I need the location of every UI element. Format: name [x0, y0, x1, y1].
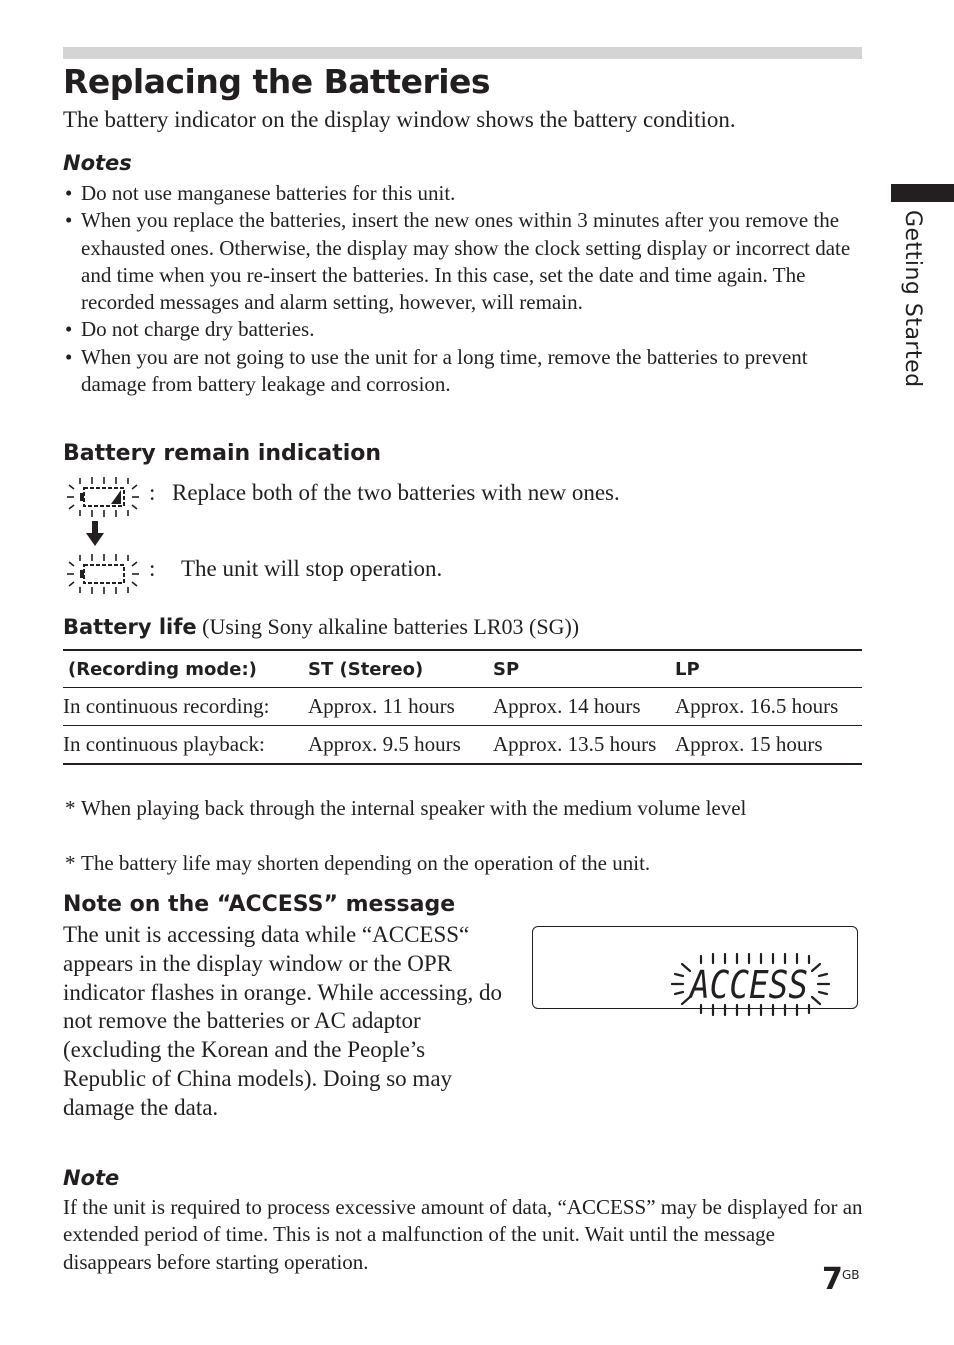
column-header: ST (Stereo)	[308, 650, 493, 688]
battery-low-text: Replace both of the two batteries with new ones.	[172, 480, 620, 505]
page-suffix: GB	[842, 1268, 860, 1282]
battery-life-subtitle: (Using Sony alkaline batteries LR03 (SG))	[202, 614, 580, 639]
footnote	[63, 850, 881, 877]
column-header: SP	[493, 650, 675, 688]
note-item	[63, 344, 863, 399]
indicator-separator: :	[149, 480, 156, 505]
note-item	[63, 207, 863, 316]
footnote-text: When playing back through the internal speaker with the medium volume level	[81, 796, 747, 820]
section-tab-label: Getting Started	[900, 210, 925, 388]
footnote-mark: *	[65, 796, 76, 820]
lcd-access-text: ACCESS	[688, 963, 808, 1007]
battery-remain-heading: Battery remain indication	[63, 441, 382, 466]
note-item	[63, 180, 863, 207]
access-heading: Note on the “ACCESS” message	[63, 892, 456, 917]
table-cell: Approx. 16.5 hours	[675, 688, 862, 726]
note-item	[63, 316, 863, 343]
battery-empty-text: The unit will stop operation.	[181, 556, 443, 581]
note-text: When you are not going to use the unit for a long time, remove the batteries to prevent damage from battery leakage and corrosion.	[81, 344, 808, 397]
indicator-separator: :	[149, 556, 156, 581]
battery-low-icon	[66, 476, 140, 518]
table-cell: Approx. 13.5 hours	[493, 726, 675, 765]
table-cell: In continuous playback:	[63, 726, 308, 765]
note-text: When you replace the batteries, insert the new ones within 3 minutes after you remove the exhausted ones. Otherwise, the display may show the clock setting display or incorrect date and time when you re-insert the batteries. In this case, set the date and time again. The recorded messages and alarm setting, however, will remain.	[81, 208, 851, 315]
lcd-display	[532, 926, 858, 1009]
bullet-icon: •	[65, 317, 73, 342]
notes-list	[63, 180, 863, 398]
page-title: Replacing the Batteries	[63, 62, 491, 101]
table-row	[63, 726, 862, 765]
access-flash-icon	[532, 925, 858, 1021]
note-text: Do not charge dry batteries.	[81, 317, 315, 342]
table-cell: Approx. 15 hours	[675, 726, 862, 765]
table-cell: Approx. 14 hours	[493, 688, 675, 726]
table-cell: In continuous recording:	[63, 688, 308, 726]
battery-life-heading	[63, 614, 579, 640]
battery-empty-icon	[66, 553, 140, 595]
footnote	[63, 795, 881, 822]
table-cell: Approx. 11 hours	[308, 688, 493, 726]
page-number: 7	[822, 1262, 843, 1297]
top-rule	[63, 47, 862, 59]
table-cell: Approx. 9.5 hours	[308, 726, 493, 765]
column-header: (Recording mode:)	[63, 650, 308, 688]
bullet-icon: •	[65, 344, 73, 369]
footnote-text: The battery life may shorten depending on the operation of the unit.	[81, 851, 651, 875]
column-header: LP	[675, 650, 862, 688]
table-row	[63, 688, 862, 726]
bullet-icon: •	[65, 181, 73, 205]
arrow-down-icon	[86, 521, 104, 547]
footnote-mark: *	[65, 851, 76, 875]
notes-heading: Notes	[63, 151, 132, 175]
battery-life-title: Battery life	[63, 615, 197, 639]
section-tab-marker	[891, 184, 954, 202]
access-body: The unit is accessing data while “ACCESS“ appears in the display window or the OPR indicator flashes in orange. While accessing, do not remove the batteries or AC adaptor (excluding the Korean and the People’s Republic of China models). Doing so may damage the data.	[63, 922, 502, 1120]
note-heading: Note	[63, 1166, 120, 1190]
battery-life-table	[63, 649, 862, 765]
note-text: Do not use manganese batteries for this unit.	[81, 181, 456, 205]
intro-text: The battery indicator on the display window shows the battery condition.	[63, 107, 736, 132]
table-header-row	[63, 650, 862, 688]
bullet-icon: •	[65, 208, 73, 233]
note-body: If the unit is required to process excessive amount of data, “ACCESS” may be displayed for an extended period of time. This is not a malfunction of the unit. Wait until the message disappears before starting operation.	[63, 1195, 863, 1274]
